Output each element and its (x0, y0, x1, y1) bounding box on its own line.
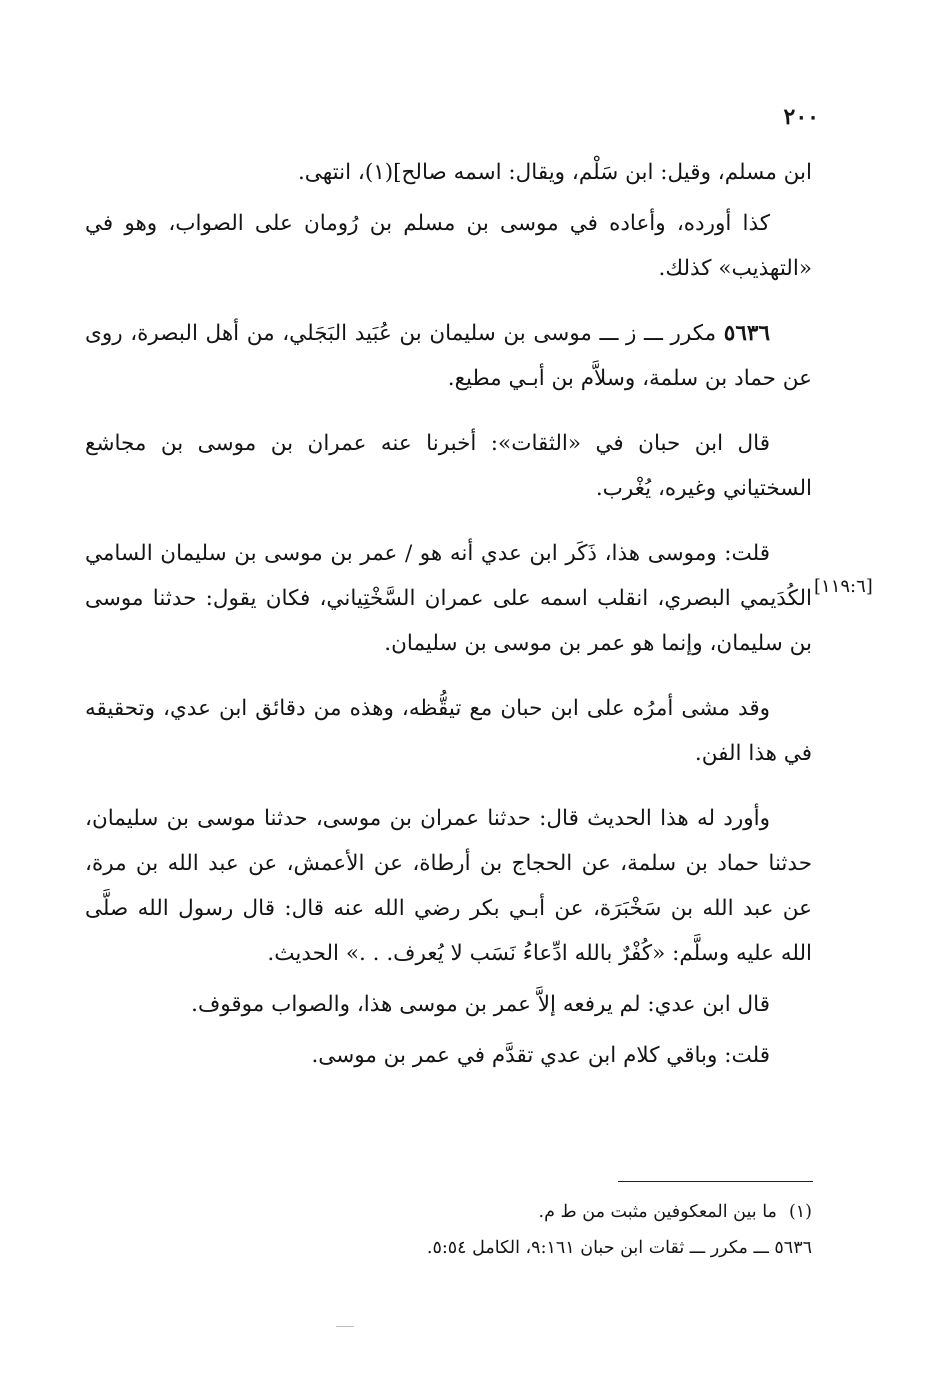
footnote (300, 1194, 812, 1230)
paragraph: قلت: وباقي كلام ابن عدي تقدَّم في عمر بن موسى. (311, 1043, 770, 1068)
paragraph: كذا أورده، وأعاده في موسى بن مسلم بن رُومان على الصواب، وهو في «التهذيب» كذلك. (85, 211, 812, 281)
paragraph: قال ابن حبان في «الثقات»: أخبرنا عنه عمران بن موسى بن مجاشع السختياني وغيره، يُغْرب. (85, 431, 812, 501)
footnote-marker: (١) (788, 1202, 812, 1222)
main-text (85, 150, 812, 1078)
paragraph: وقد مشى أمرُه على ابن حبان مع تيقُّظه، وهذه من دقائق ابن عدي، وتحقيقه في هذا الفن. (85, 696, 812, 766)
entry-text: مكرر ـــ ز ـــ موسى بن سليمان بن عُبَيد البَجَلي، من أهل البصرة، روى عن حماد بن سلمة، وسلاَّم بن أبـي مطيع. (85, 321, 812, 391)
footnote-separator (618, 1181, 813, 1182)
entry-paragraph (85, 311, 812, 401)
margin-reference: [١١٩:٦] (814, 576, 873, 597)
footnote: ٥٦٣٦ ـــ مكرر ـــ ثقات ابن حبان ٩:١٦١، الكامل ٥:٥٤. (426, 1238, 812, 1258)
footnote-text: ما بين المعكوفين مثبت من ط م. (538, 1202, 777, 1222)
footnotes (300, 1194, 812, 1266)
paragraph: وأورد له هذا الحديث قال: حدثنا عمران بن موسى، حدثنا موسى بن سليمان، حدثنا حماد بن سلمة، عن الحجاج بن أرطاة، عن الأعمش، عن عبد الله بن مرة، عن عبد الله بن سَخْبَرَة، عن أبـي بكر رضي الله عنه قال: قال رسول الله صلَّى الله عليه وسلَّم: «كُفْرٌ بالله ادِّعاءُ نَسَب لا يُعرف. . .» الحديث. (85, 806, 812, 966)
scan-mark (336, 1326, 354, 1327)
entry-number: ٥٦٣٦ (723, 321, 770, 346)
paragraph: قال ابن عدي: لم يرفعه إلاَّ عمر بن موسى هذا، والصواب موقوف. (191, 992, 770, 1017)
paragraph: ابن مسلم، وقيل: ابن سَلْم، ويقال: اسمه صالح](١)، انتهى. (297, 160, 812, 185)
paragraph: قلت: وموسى هذا، ذَكَر ابن عدي أنه هو / عمر بن موسى بن سليمان السامي الكُدَيمي البصري، انقلب اسمه على عمران السَّخْتِياني، فكان يقول: حدثنا موسى بن سليمان، وإنما هو عمر بن موسى بن سليمان. (85, 541, 812, 656)
page-number: ٢٠٠ (783, 104, 819, 130)
